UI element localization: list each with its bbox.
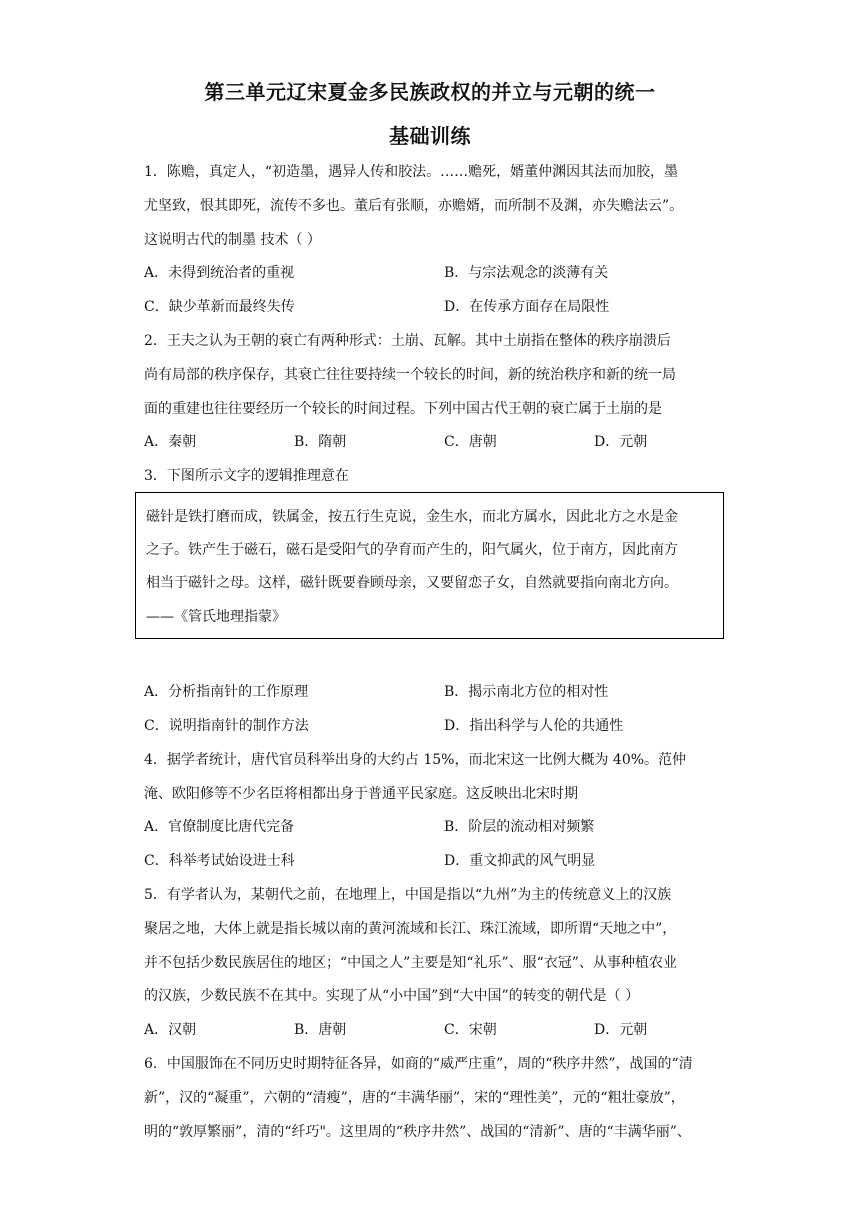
q6-stem-line: 6．中国服饰在不同历史时期特征各异，如商的“威严庄重”，周的“秩序井然”，战国的“清 (144, 1056, 693, 1072)
q4-stem-line: 淹、欧阳修等不少名臣将相都出身于普通平民家庭。这反映出北宋时期 (144, 786, 578, 802)
q3-option-c: C．说明指南针的制作方法 (144, 718, 309, 734)
q1-option-a: A．未得到统治者的重视 (144, 265, 295, 281)
q3-option-a: A．分析指南针的工作原理 (144, 684, 309, 700)
quote-source: ——《管氏地理指蒙》 (146, 609, 286, 625)
q4-stem-line: 4．据学者统计，唐代官员科举出身的大约占 15%，而北宋这一比例大概为 40%。范仲 (144, 752, 687, 768)
q2-option-c: C．唐朝 (444, 434, 497, 450)
section-subtitle: 基础训练 (389, 124, 471, 148)
q1-stem-line: 尤坚致，恨其即死，流传不多也。董后有张顺，亦赡婿，而所制不及渊，亦失赡法云”。 (144, 198, 684, 214)
q5-option-b: B．唐朝 (294, 1022, 347, 1038)
quote-line: 之子。铁产生于磁石，磁石是受阳气的孕育而产生的，阳气属火，位于南方，因此南方 (146, 542, 678, 558)
q5-option-a: A．汉朝 (144, 1022, 197, 1038)
q1-option-d: D．在传承方面存在局限性 (444, 299, 610, 315)
q4-option-a: A．官僚制度比唐代完备 (144, 819, 295, 835)
q1-option-c: C．缺少革新而最终失传 (144, 299, 295, 315)
q5-stem-line: 并不包括少数民族居住的地区；“中国之人”主要是知“礼乐”、服“衣冠”、从事种植农业 (144, 955, 677, 971)
q4-option-b: B．阶层的流动相对频繁 (444, 819, 595, 835)
q5-stem-line: 5．有学者认为，某朝代之前，在地理上，中国是指以“九州”为主的传统意义上的汉族 (144, 887, 672, 903)
q2-stem-line: 尚有局部的秩序保存，其衰亡往往要持续一个较长的时间，新的统治秩序和新的统一局 (144, 367, 676, 383)
q1-stem-line: 1．陈赡，真定人，“初造墨，遇异人传和胶法。……赡死，婿董仲渊因其法而加胶，墨 (144, 164, 679, 180)
q1-option-b: B．与宗法观念的淡薄有关 (444, 265, 609, 281)
q4-option-c: C．科举考试始设进士科 (144, 853, 295, 869)
q2-option-b: B．隋朝 (294, 434, 347, 450)
q5-stem-line: 的汉族，少数民族不在其中。实现了从“小中国”到“大中国”的转变的朝代是（ ） (144, 988, 640, 1004)
quote-line: 磁针是铁打磨而成，铁属金，按五行生克说，金生水，而北方属水，因此北方之水是金 (146, 509, 678, 525)
unit-title: 第三单元辽宋夏金多民族政权的并立与元朝的统一 (204, 80, 656, 104)
q3-option-d: D．指出科学与人伦的共通性 (444, 718, 624, 734)
q2-stem-line: 2．王夫之认为王朝的衰亡有两种形式：土崩、瓦解。其中土崩指在整体的秩序崩溃后 (144, 333, 671, 349)
q2-option-d: D．元朝 (594, 434, 648, 450)
q6-stem-line: 明的“敦厚繁丽”，清的“纤巧"。这里周的“秩序井然”、战国的“清新”、唐的“丰满华丽”、 (144, 1124, 691, 1140)
q5-option-c: C．宋朝 (444, 1022, 497, 1038)
quote-box (135, 492, 724, 639)
q6-stem-line: 新”，汉的“凝重”，六朝的“清瘦”，唐的“丰满华丽”，宋的“理性美”，元的“粗壮豪放”， (144, 1090, 685, 1106)
q2-stem-line: 面的重建也往往要经历一个较长的时间过程。下列中国古代王朝的衰亡属于土崩的是 (144, 401, 662, 417)
q3-stem-line: 3．下图所示文字的逻辑推理意在 (144, 468, 349, 484)
q5-option-d: D．元朝 (594, 1022, 648, 1038)
q1-stem-line: 这说明古代的制墨 技术（ ） (144, 232, 321, 248)
q4-option-d: D．重文抑武的风气明显 (444, 853, 596, 869)
quote-line: 相当于磁针之母。这样，磁针既要眷顾母亲，又要留恋子女，自然就要指向南北方向。 (146, 575, 678, 591)
q5-stem-line: 聚居之地，大体上就是指长城以南的黄河流域和长江、珠江流域，即所谓“天地之中”， (144, 921, 677, 937)
q3-option-b: B．揭示南北方位的相对性 (444, 684, 609, 700)
q2-option-a: A．秦朝 (144, 434, 197, 450)
